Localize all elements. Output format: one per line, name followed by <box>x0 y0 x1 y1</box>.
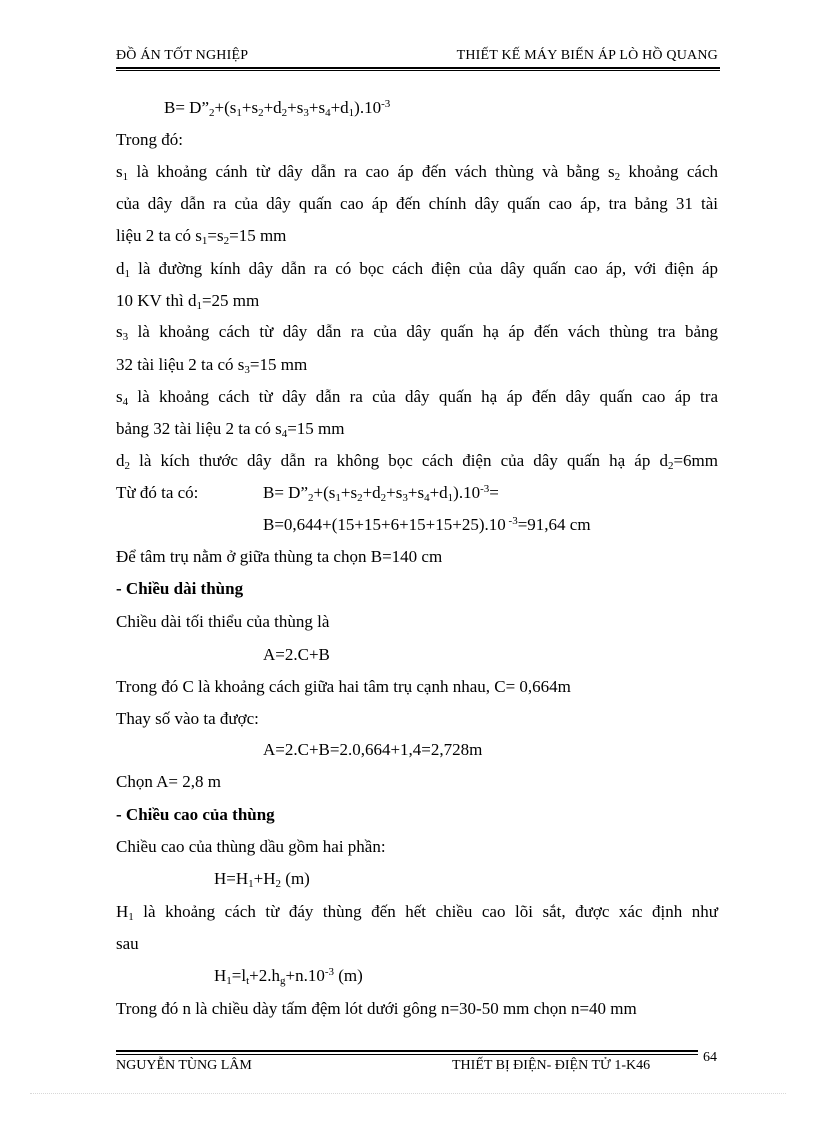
text-chieu-dai-toi-thieu: Chiều dài tối thiểu của thùng là <box>116 612 330 631</box>
heading-chieu-dai: - Chiều dài thùng <box>116 579 244 598</box>
header-rule-thin <box>116 70 720 71</box>
formula-a: A=2.C+B <box>263 645 330 664</box>
paragraph-d1-line2: 10 KV thì $d_1=25$ mm <box>116 291 260 312</box>
text-tu-do: Từ đó ta có: <box>116 483 199 502</box>
paragraph-s1-line2: của dây dẫn ra của dây quấn cao áp đến chính dây quấn cao áp, tra bảng 31 tài <box>116 194 718 213</box>
formula-b-expanded: $B= D”_2+(s_1+s_2+d_2+s_3+s_4+d_1).10^{-3}=$ <box>263 483 499 504</box>
header-right: THIẾT KẾ MÁY BIẾN ÁP LÒ HỒ QUANG <box>456 48 718 63</box>
footer-rule <box>116 1050 698 1052</box>
page-number: 64 <box>703 1050 717 1065</box>
text-trong-do-c: Trong đó C là khoảng cách giữa hai tâm trụ cạnh nhau, C= 0,664m <box>116 677 571 696</box>
paragraph-s3: $s_3$ là khoảng cách từ dây dẫn ra của dây quấn hạ áp đến vách thùng tra bảng <box>116 322 718 343</box>
paragraph-d1: $d_1$ là đường kính dây dẫn ra có bọc cách điện của dây quấn cao áp, với điện áp <box>116 259 718 280</box>
heading-chieu-cao: - Chiều cao của thùng <box>116 805 275 824</box>
page-bottom-divider <box>30 1093 786 1094</box>
formula-b: $B= D”_2+(s_1+s_2+d_2+s_3+s_4+d_1).10^{-3}$ <box>164 98 391 119</box>
paragraph-s3-line2: 32 tài liệu 2 ta có $s_3=15$ mm <box>116 355 308 376</box>
formula-b-value: B=0,644+(15+15+6+15+15+25).10 $^{-3}$=91,64 cm <box>263 515 591 534</box>
formula-h1: $H_1=l_t+2.h_g+n.10^{-3}$ (m) <box>214 966 363 987</box>
text-chon-a: Chọn A= 2,8 m <box>116 772 221 791</box>
paragraph-h1: $H_1$ là khoảng cách từ đáy thùng đến hết chiều cao lõi sắt, được xác định như <box>116 902 718 923</box>
text-thay-so: Thay số vào ta được: <box>116 709 259 728</box>
text-trong-do-n: Trong đó n là chiều dày tấm đệm lót dưới gông n=30-50 mm chọn n=40 mm <box>116 999 637 1018</box>
paragraph-h1-line2: sau <box>116 934 139 953</box>
formula-h: $H=H_1+H_2$ (m) <box>214 869 310 890</box>
paragraph-s4: $s_4$ là khoảng cách từ dây dẫn ra của dây quấn hạ áp đến dây quấn cao áp tra <box>116 387 718 408</box>
paragraph-s1-line3: liệu 2 ta có $s_1=s_2=15$ mm <box>116 226 287 247</box>
footer-rule-thin <box>116 1054 698 1055</box>
text-tam-tru: Để tâm trụ nằm ở giữa thùng ta chọn B=140 cm <box>116 547 443 566</box>
paragraph-s4-line2: bảng 32 tài liệu 2 ta có $s_4=15$ mm <box>116 419 345 440</box>
footer-left: NGUYỄN TÙNG LÂM <box>116 1058 252 1073</box>
header-rule <box>116 67 720 69</box>
header-left: ĐỒ ÁN TỐT NGHIỆP <box>116 48 249 63</box>
text-trong-do: Trong đó: <box>116 130 183 149</box>
footer-right: THIẾT BỊ ĐIỆN- ĐIỆN TỬ 1-K46 <box>452 1058 651 1073</box>
page-header <box>116 48 718 68</box>
formula-a-value: A=2.C+B=2.0,664+1,4=2,728m <box>263 740 483 759</box>
text-chieu-cao-gom: Chiều cao của thùng dầu gồm hai phần: <box>116 837 386 856</box>
paragraph-d2: $d_2$ là kích thước dây dẫn ra không bọc cách điện của dây quấn hạ áp $d_2=6mm$ <box>116 451 718 472</box>
paragraph-s1: $s_1$ là khoảng cánh từ dây dẫn ra cao áp đến vách thùng và bằng $s_2$ khoảng cách <box>116 162 718 183</box>
